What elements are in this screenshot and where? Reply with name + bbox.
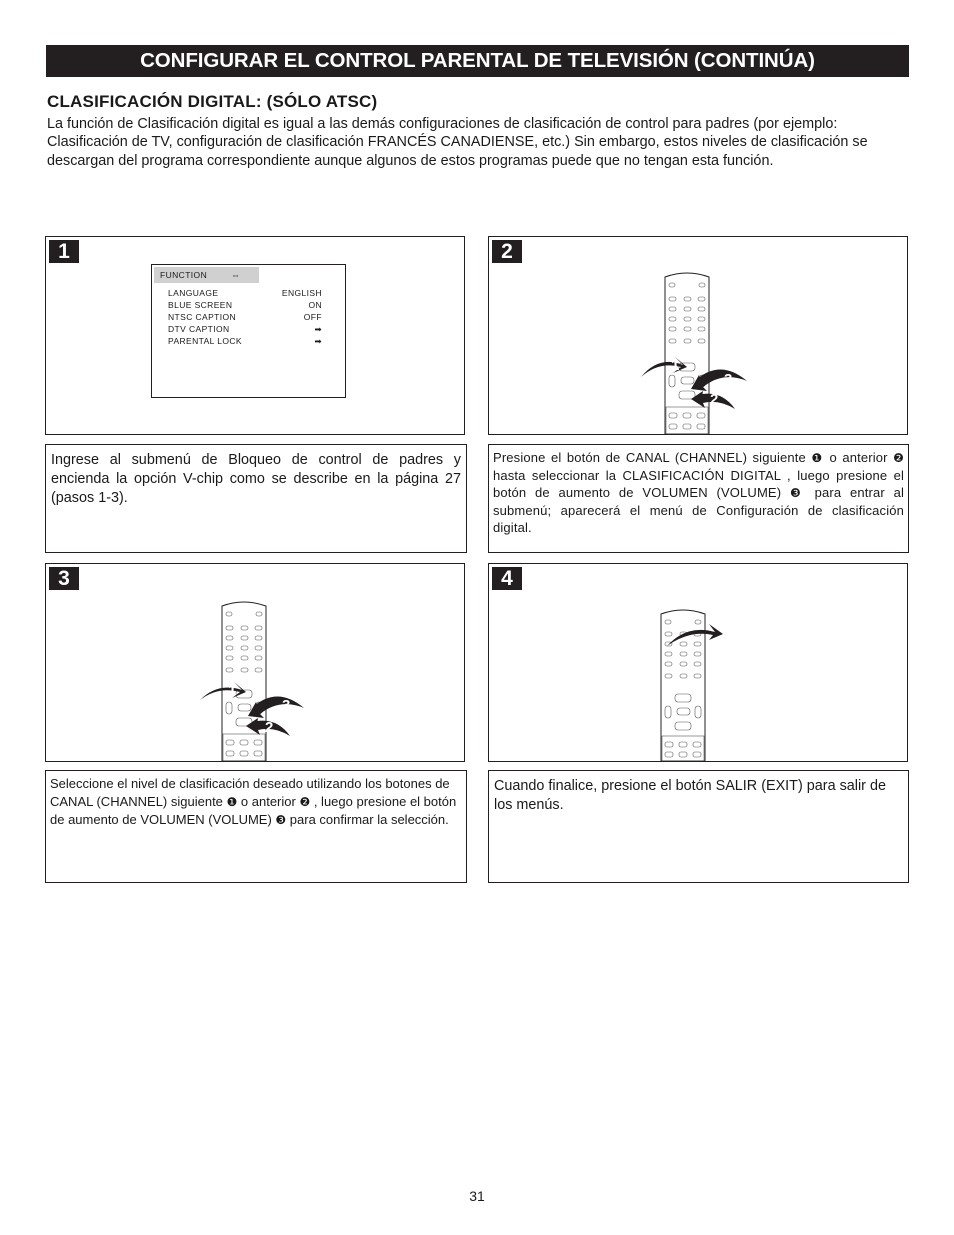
- step-4-description: [488, 770, 909, 883]
- menu-header: [154, 267, 259, 283]
- section-heading: CLASIFICACIÓN DIGITAL: (SÓLO ATSC): [47, 92, 378, 111]
- page-number: 31: [469, 1188, 485, 1204]
- text-fragment: para entrar al submenú; aparecerá el menú de Configuración de clasificación digital.: [493, 485, 904, 535]
- step-3-description: [45, 770, 467, 883]
- step-number: 2: [492, 240, 522, 263]
- step-4-panel: [488, 563, 908, 762]
- function-menu-screen: [151, 264, 346, 398]
- step-2-description: [488, 444, 909, 553]
- remote-control-illustration: [639, 267, 774, 434]
- step-4-text: Cuando finalice, presione el botón SALIR (EXIT) para salir de los menús.: [494, 778, 886, 813]
- step-1-text: Ingrese al submenú de Bloqueo de control de padres y encienda la opción V-chip como se describe en la página 27 (pasos 1-3).: [51, 452, 461, 506]
- step-1-panel: [45, 236, 465, 435]
- circled-2-icon: ❷: [299, 794, 311, 809]
- step-number: 1: [49, 240, 79, 263]
- step-number: 4: [492, 567, 522, 590]
- step-1-description: [45, 444, 467, 553]
- text-fragment: , luego presione el botón de aumento de VOLUMEN (VOLUME): [50, 793, 457, 827]
- text-fragment: hasta seleccionar la CLASIFICACIÓN DIGITAL , luego presione el botón de aumento de VOLUMEN (VOLUME): [493, 468, 904, 500]
- circled-3-icon: ❸: [275, 813, 287, 827]
- circled-3-icon: ❸: [789, 486, 806, 500]
- text-fragment: o anterior: [824, 450, 894, 465]
- menu-header-label: FUNCTION: [160, 270, 208, 280]
- right-arrow-icon: ➡: [314, 324, 322, 334]
- menu-row-language: [168, 287, 322, 299]
- left-right-arrow-icon: ⇔: [231, 270, 241, 280]
- menu-row-value: OFF: [303, 312, 322, 322]
- menu-row-label: DTV CAPTION: [168, 324, 230, 334]
- menu-row-label: LANGUAGE: [168, 288, 219, 298]
- callout-1: 1: [671, 357, 680, 374]
- menu-row-ntsc-caption: [168, 311, 322, 323]
- menu-row-dtv-caption: [168, 323, 322, 335]
- remote-control-illustration: [196, 596, 331, 761]
- callout-3: 3: [282, 697, 291, 714]
- menu-row-parental-lock: [168, 335, 322, 347]
- menu-row-label: BLUE SCREEN: [168, 300, 233, 310]
- step-number: 3: [49, 567, 79, 590]
- callout-2: 2: [710, 391, 719, 408]
- text-fragment: Seleccione el nivel de clasificación deseado utilizando los botones de CANAL (CHANNEL) siguiente: [50, 776, 450, 809]
- circled-2-icon: ❷: [893, 451, 904, 465]
- callout-2: 2: [265, 719, 274, 736]
- remote-control-illustration: [639, 604, 774, 761]
- intro-paragraph: La función de Clasificación digital es igual a las demás configuraciones de clasificación de control para padres (por ejemplo: Clasificación de TV, configuración de clasificación FRANCÉS CANADIENSE, etc.) Sin embargo, estos niveles de clasificación se descargan del programa correspondiente aunque algunos de estos programas puede que no tengan esta función.: [47, 116, 868, 169]
- circled-1-icon: ❶: [811, 451, 824, 465]
- text-fragment: o anterior: [237, 793, 300, 809]
- text-fragment: Presione el botón de CANAL (CHANNEL) siguiente: [493, 450, 806, 465]
- step-3-panel: [45, 563, 465, 762]
- menu-row-value: ENGLISH: [281, 288, 322, 298]
- callout-3: 3: [724, 371, 733, 388]
- menu-row-value: ON: [308, 300, 322, 310]
- text-fragment: para confirmar la selección.: [286, 812, 449, 827]
- menu-row-label: NTSC CAPTION: [168, 312, 237, 322]
- menu-row-label: PARENTAL LOCK: [168, 336, 243, 346]
- circled-1-icon: ❶: [226, 794, 238, 809]
- menu-row-blue-screen: [168, 299, 322, 311]
- right-arrow-icon: ➡: [314, 336, 322, 346]
- callout-1: 1: [228, 682, 237, 699]
- page-banner: CONFIGURAR EL CONTROL PARENTAL DE TELEVISIÓN (CONTINÚA): [46, 45, 909, 77]
- step-2-panel: [488, 236, 908, 435]
